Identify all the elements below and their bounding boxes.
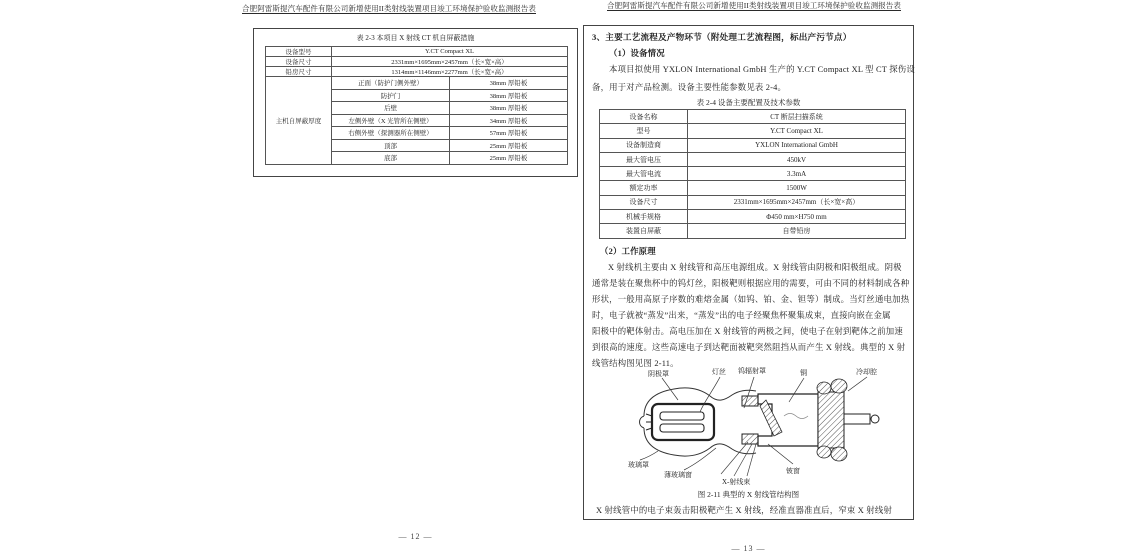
- xray-beam-lines: [721, 442, 756, 476]
- table-row: [600, 181, 906, 195]
- table-cell: 38mm 厚铅板: [450, 89, 568, 102]
- table-cell: Y.CT Compact XL: [332, 47, 568, 57]
- table-cell: 型号: [600, 124, 688, 138]
- figure-label-glass-envelope: 玻璃罩: [628, 461, 649, 469]
- table-cell: 设备型号: [266, 47, 332, 57]
- right-page-number: — 13 —: [731, 544, 766, 553]
- table-cell: 自带铅房: [688, 224, 906, 238]
- leader-line: [684, 448, 716, 470]
- table-row: [266, 77, 568, 90]
- table-row: [600, 224, 906, 238]
- table-cell: 底部: [332, 152, 450, 165]
- table-2-3: [265, 46, 568, 165]
- glass-envelope-left-cap: [640, 416, 645, 428]
- table-cell: 额定功率: [600, 181, 688, 195]
- table-cell: 铅房尺寸: [266, 67, 332, 77]
- table-row: [600, 152, 906, 166]
- table-cell: 主机自屏蔽厚度: [266, 77, 332, 165]
- cooling-fin: [817, 382, 831, 394]
- table-cell: 25mm 厚铅板: [450, 139, 568, 152]
- table-row: [600, 195, 906, 209]
- leader-line: [848, 377, 867, 391]
- sub-heading-principle: （2）工作原理: [600, 247, 656, 256]
- table-cell: 2331mm×1695mm×2457mm（长×宽×高）: [332, 57, 568, 67]
- filament-lead-upper: [660, 412, 704, 420]
- table-cell: 设备制造商: [600, 138, 688, 152]
- table-cell: Φ450 mm×H750 mm: [688, 210, 906, 224]
- table-2-3-title: 表 2-3 本项目 X 射线 CT 机自屏蔽措施: [356, 34, 475, 42]
- table-cell: 34mm 厚铅板: [450, 114, 568, 127]
- body-line: 备，用于对产品检测。设备主要性能参数见表 2-4。: [592, 83, 787, 92]
- body-line: 形状，一般用高原子序数的难熔金属（如钨、铂、金、钽等）制成。当灯丝通电加热: [592, 295, 910, 304]
- table-cell: 1314mm×1146mm×2277mm（长×宽×高）: [332, 67, 568, 77]
- table-cell: CT 断层扫描系统: [688, 110, 906, 124]
- body-line: 阳极中的靶体射击。高电压加在 X 射线管的两极之间，使电子在射到靶体之前加速: [592, 327, 903, 336]
- table-cell: 设备尺寸: [266, 57, 332, 67]
- cooling-fin: [831, 447, 847, 461]
- body-line: X 射线管中的电子束轰击阳极靶产生 X 射线，经准直器准直后，窄束 X 射线射: [596, 506, 893, 515]
- table-cell: 25mm 厚铅板: [450, 152, 568, 165]
- figure-label-beryllium-window: 铍窗: [786, 467, 800, 475]
- figure-label-filament: 灯丝: [712, 368, 726, 376]
- leader-line: [768, 444, 793, 464]
- cathode-assembly: [652, 404, 714, 440]
- anode-stem: [844, 414, 870, 424]
- table-cell: 设备名称: [600, 110, 688, 124]
- body-line: X 射线机主要由 X 射线管和高压电源组成。X 射线管由阴极和阳极组成。阴极: [608, 263, 902, 272]
- body-line: 本项目拟使用 YXLON International GmbH 生产的 Y.CT Compact XL 型 CT 探伤设: [609, 65, 915, 74]
- table-row: [266, 57, 568, 67]
- table-row: [600, 110, 906, 124]
- filament-lead-lower: [660, 424, 704, 432]
- cooling-fin: [831, 379, 847, 393]
- table-row: [266, 47, 568, 57]
- table-cell: 顶部: [332, 139, 450, 152]
- leader-line: [640, 451, 658, 460]
- table-cell: 左侧外壁（X 光管所在侧壁）: [332, 114, 450, 127]
- table-cell: 2331mm×1695mm×2457mm（长×宽×高）: [688, 195, 906, 209]
- table-cell: 最大管电压: [600, 152, 688, 166]
- body-line: 到很高的速度。这些高速电子到达靶面被靶突然阻挡从而产生 X 射线。典型的 X 射: [592, 343, 906, 352]
- table-cell: 450kV: [688, 152, 906, 166]
- xray-tube-figure: [626, 364, 911, 486]
- table-cell: 防护门: [332, 89, 450, 102]
- anode-prong-lower: [742, 434, 758, 444]
- table-row: [600, 138, 906, 152]
- figure-caption: 图 2-11 典型的 X 射线管结构图: [697, 490, 800, 499]
- cooling-block: [818, 392, 844, 448]
- table-cell: 右侧外壁（探测器所在侧壁）: [332, 127, 450, 140]
- table-row: [600, 167, 906, 181]
- left-page-number: — 12 —: [398, 532, 433, 541]
- table-2-4-title: 表 2-4 设备主要配置及技术参数: [696, 98, 801, 107]
- table-cell: 3.3mA: [688, 167, 906, 181]
- left-content-box: [253, 28, 578, 177]
- stem-knob: [871, 415, 879, 423]
- body-line: 时，电子就被“蒸发”出来，“蒸发”出的电子经聚焦杯聚集成束，直接向嵌在金属: [592, 311, 891, 320]
- table-cell: 最大管电流: [600, 167, 688, 181]
- table-cell: 38mm 厚铅板: [450, 102, 568, 115]
- table-cell: YXLON International GmbH: [688, 138, 906, 152]
- body-line: 通常是装在聚焦杯中的钨灯丝，阳极靶则根据应用的需要，可由不同的材料制成各种: [592, 279, 910, 288]
- table-cell: 正面（防护门侧外壁）: [332, 77, 450, 90]
- table-cell: 57mm 厚铅板: [450, 127, 568, 140]
- table-row: [266, 67, 568, 77]
- left-page-header: 合肥阿雷斯提汽车配件有限公司新增使用II类射线装置项目竣工环境保护验收监测报告表: [242, 4, 536, 13]
- cooling-fin: [817, 446, 831, 458]
- table-cell: Y.CT Compact XL: [688, 124, 906, 138]
- table-cell: 装置自屏蔽: [600, 224, 688, 238]
- figure-label-thin-glass-window: 薄玻璃窗: [664, 471, 692, 479]
- figure-label-tungsten-shield: 钨辐射罩: [738, 367, 766, 375]
- table-cell: 设备尺寸: [600, 195, 688, 209]
- table-cell: 后壁: [332, 102, 450, 115]
- figure-label-copper: 铜: [800, 369, 807, 377]
- table-cell: 38mm 厚铅板: [450, 77, 568, 90]
- table-row: [600, 124, 906, 138]
- right-page-header: 合肥阿雷斯提汽车配件有限公司新增使用II类射线装置项目竣工环境保护验收监测报告表: [607, 1, 901, 10]
- table-cell: 1500W: [688, 181, 906, 195]
- body-line: 线管结构图见图 2-11。: [592, 359, 679, 368]
- figure-label-cooling-chamber: 冷却腔: [856, 368, 877, 376]
- table-2-4: [599, 109, 906, 239]
- figure-label-cathode-cover: 阴极罩: [648, 370, 669, 378]
- section-heading: 3、主要工艺流程及产物环节（附处理工艺流程图，标出产污节点）: [592, 32, 852, 42]
- sub-heading-equipment: （1）设备情况: [609, 49, 665, 58]
- anode-prong-upper: [742, 396, 758, 406]
- table-cell: 机械手规格: [600, 210, 688, 224]
- figure-label-xray-beam: X-射线束: [722, 478, 751, 486]
- right-content-box: [583, 25, 914, 520]
- table-row: [600, 210, 906, 224]
